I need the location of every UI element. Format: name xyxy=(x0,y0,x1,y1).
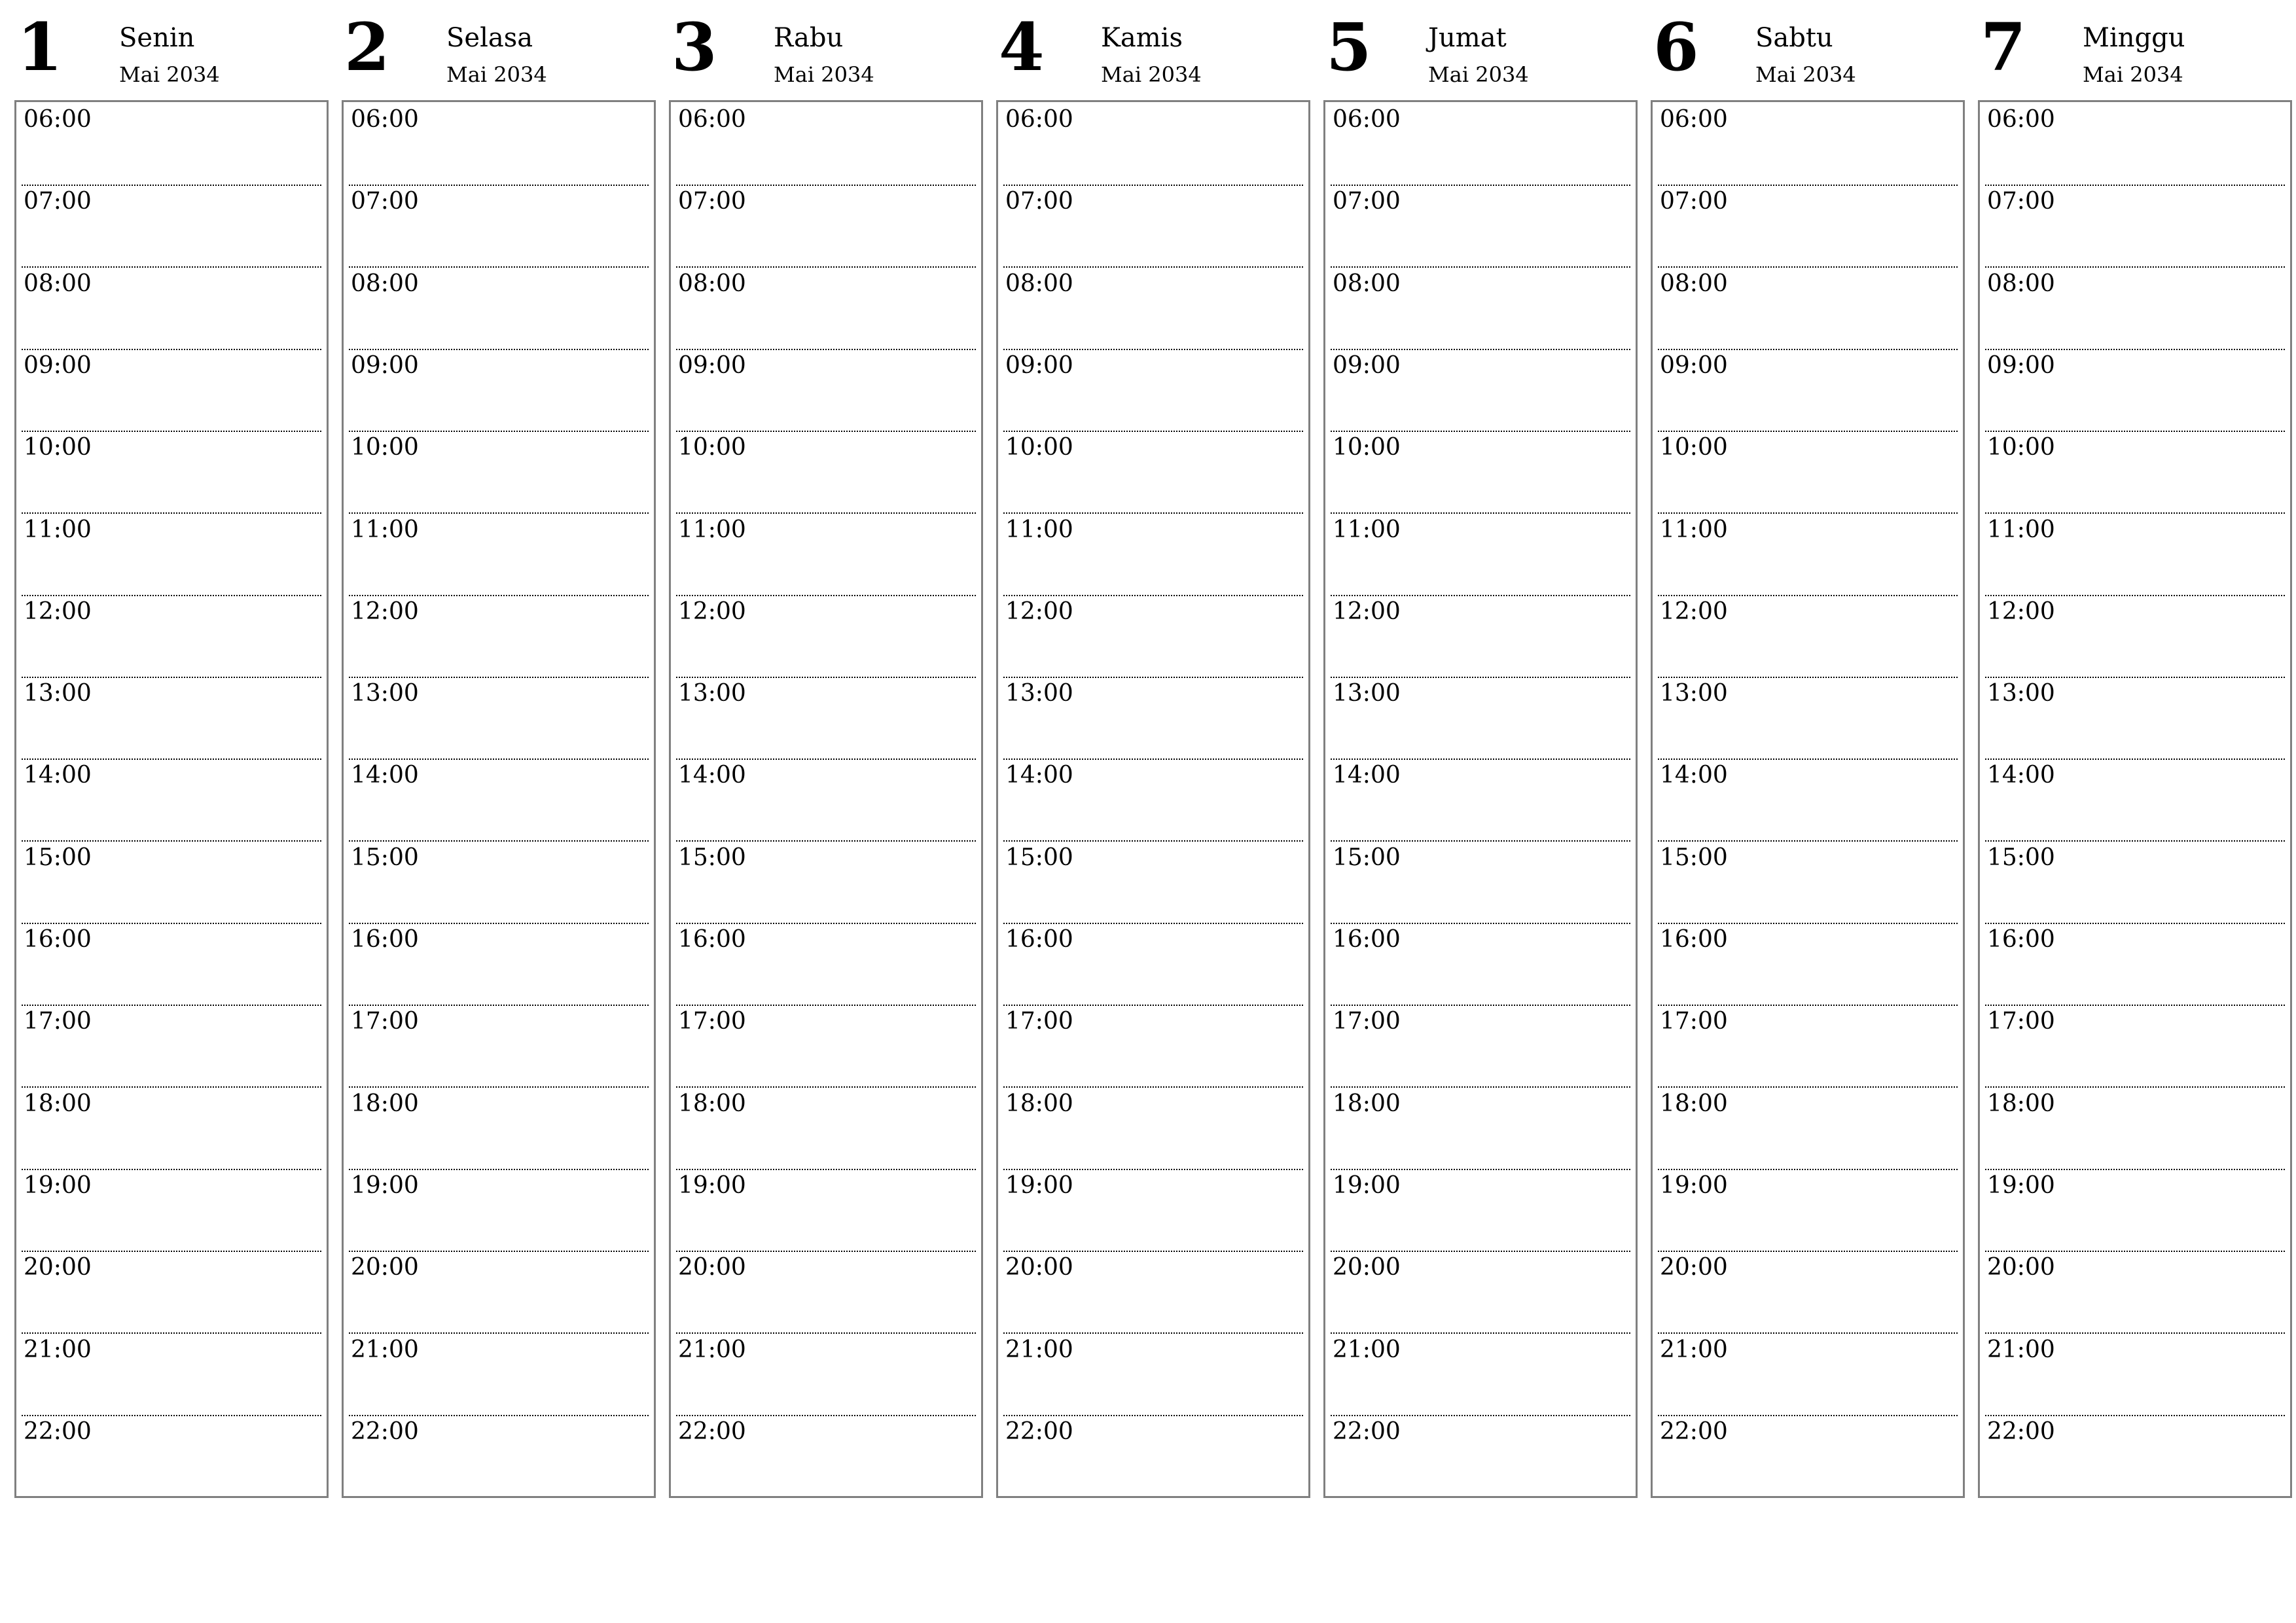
time-slot[interactable] xyxy=(22,186,321,268)
time-label: 12:00 xyxy=(1660,597,1728,625)
day-column xyxy=(669,0,982,1499)
time-label: 19:00 xyxy=(351,1171,419,1199)
time-label: 15:00 xyxy=(351,844,419,871)
time-slot[interactable] xyxy=(349,760,649,842)
time-label: 22:00 xyxy=(351,1418,419,1445)
time-label: 10:00 xyxy=(1005,434,1073,461)
time-slot[interactable] xyxy=(676,678,976,760)
time-label: 18:00 xyxy=(1987,1090,2055,1117)
time-label: 16:00 xyxy=(1660,926,1728,953)
time-label: 07:00 xyxy=(1005,188,1073,215)
time-label: 08:00 xyxy=(351,270,419,297)
time-slot[interactable] xyxy=(1331,432,1630,514)
day-column xyxy=(342,0,655,1499)
time-slot[interactable] xyxy=(22,1252,321,1334)
time-label: 19:00 xyxy=(1987,1171,2055,1199)
day-schedule-box[interactable] xyxy=(14,100,329,1498)
time-label: 13:00 xyxy=(1005,680,1073,707)
time-label: 11:00 xyxy=(678,516,746,543)
time-slot[interactable] xyxy=(1658,1088,1958,1170)
time-slot[interactable] xyxy=(1985,268,2285,350)
time-label: 07:00 xyxy=(351,188,419,215)
time-label: 16:00 xyxy=(1005,926,1073,953)
time-label: 06:00 xyxy=(1005,106,1073,133)
time-label: 20:00 xyxy=(351,1254,419,1281)
time-label: 15:00 xyxy=(1333,844,1401,871)
time-slot[interactable] xyxy=(1003,1006,1303,1088)
time-slot[interactable] xyxy=(676,1088,976,1170)
time-label: 11:00 xyxy=(24,516,92,543)
time-slot[interactable] xyxy=(1658,432,1958,514)
day-name: Rabu xyxy=(774,23,844,53)
time-slot[interactable] xyxy=(1331,268,1630,350)
time-slot[interactable] xyxy=(1985,104,2285,186)
time-slot[interactable] xyxy=(1985,1088,2285,1170)
time-slot[interactable] xyxy=(1331,1252,1630,1334)
time-slot[interactable] xyxy=(349,104,649,186)
time-label: 08:00 xyxy=(1005,270,1073,297)
time-slot[interactable] xyxy=(1331,514,1630,596)
time-label: 08:00 xyxy=(24,270,92,297)
day-name: Jumat xyxy=(1428,23,1507,53)
time-label: 11:00 xyxy=(1987,516,2055,543)
time-label: 09:00 xyxy=(24,351,92,379)
time-label: 09:00 xyxy=(1333,351,1401,379)
time-label: 20:00 xyxy=(1333,1254,1401,1281)
time-slot[interactable] xyxy=(1003,350,1303,432)
time-slot[interactable] xyxy=(1658,760,1958,842)
time-slot[interactable] xyxy=(22,924,321,1006)
time-label: 21:00 xyxy=(1005,1336,1073,1363)
time-label: 06:00 xyxy=(351,106,419,133)
day-column xyxy=(14,0,327,1499)
time-label: 21:00 xyxy=(1660,1336,1728,1363)
time-slot[interactable] xyxy=(22,1170,321,1252)
day-number: 4 xyxy=(999,9,1045,86)
time-label: 08:00 xyxy=(1660,270,1728,297)
time-slot[interactable] xyxy=(349,1006,649,1088)
time-label: 12:00 xyxy=(351,597,419,625)
time-slot[interactable] xyxy=(349,350,649,432)
time-label: 16:00 xyxy=(24,926,92,953)
time-label: 22:00 xyxy=(678,1418,746,1445)
time-label: 16:00 xyxy=(678,926,746,953)
time-label: 16:00 xyxy=(351,926,419,953)
time-slot[interactable] xyxy=(1985,1416,2285,1498)
time-label: 10:00 xyxy=(351,434,419,461)
day-header xyxy=(669,0,982,98)
time-slot[interactable] xyxy=(349,432,649,514)
time-label: 18:00 xyxy=(24,1090,92,1117)
day-number: 6 xyxy=(1653,9,1699,86)
time-label: 13:00 xyxy=(1987,680,2055,707)
time-label: 22:00 xyxy=(1660,1418,1728,1445)
time-label: 08:00 xyxy=(1333,270,1401,297)
time-label: 14:00 xyxy=(24,762,92,789)
time-slot[interactable] xyxy=(1658,104,1958,186)
time-slot[interactable] xyxy=(22,596,321,678)
time-label: 07:00 xyxy=(24,188,92,215)
time-label: 21:00 xyxy=(678,1336,746,1363)
time-label: 18:00 xyxy=(351,1090,419,1117)
time-slot[interactable] xyxy=(22,760,321,842)
time-slot[interactable] xyxy=(349,268,649,350)
day-schedule-box[interactable] xyxy=(669,100,983,1498)
day-schedule-box[interactable] xyxy=(1978,100,2292,1498)
day-month-year: Mai 2034 xyxy=(1755,62,1856,87)
time-label: 11:00 xyxy=(1333,516,1401,543)
time-slot[interactable] xyxy=(1003,104,1303,186)
time-slot[interactable] xyxy=(1003,1416,1303,1498)
time-label: 20:00 xyxy=(24,1254,92,1281)
time-slot[interactable] xyxy=(1985,596,2285,678)
day-header xyxy=(1978,0,2291,98)
time-slot[interactable] xyxy=(676,924,976,1006)
time-slot[interactable] xyxy=(1003,1252,1303,1334)
time-slot[interactable] xyxy=(1658,596,1958,678)
time-slot[interactable] xyxy=(1003,760,1303,842)
time-slot[interactable] xyxy=(349,1252,649,1334)
time-label: 19:00 xyxy=(1005,1171,1073,1199)
time-label: 08:00 xyxy=(678,270,746,297)
time-label: 11:00 xyxy=(1660,516,1728,543)
time-slot[interactable] xyxy=(22,1088,321,1170)
time-slot[interactable] xyxy=(1003,1334,1303,1416)
time-slot[interactable] xyxy=(1003,842,1303,924)
time-slot[interactable] xyxy=(22,104,321,186)
day-number: 7 xyxy=(1981,9,2026,86)
time-slot[interactable] xyxy=(22,1006,321,1088)
time-label: 06:00 xyxy=(1660,106,1728,133)
time-label: 09:00 xyxy=(351,351,419,379)
time-label: 17:00 xyxy=(24,1008,92,1035)
time-slot[interactable] xyxy=(349,1416,649,1498)
day-header xyxy=(1323,0,1636,98)
time-label: 11:00 xyxy=(351,516,419,543)
day-month-year: Mai 2034 xyxy=(2083,62,2183,87)
time-label: 17:00 xyxy=(1005,1008,1073,1035)
time-label: 15:00 xyxy=(24,844,92,871)
time-label: 13:00 xyxy=(678,680,746,707)
time-slot[interactable] xyxy=(1658,186,1958,268)
time-label: 17:00 xyxy=(1333,1008,1401,1035)
time-label: 09:00 xyxy=(1005,351,1073,379)
time-slot[interactable] xyxy=(1658,350,1958,432)
day-name: Selasa xyxy=(446,23,533,53)
time-label: 15:00 xyxy=(678,844,746,871)
time-slot[interactable] xyxy=(1331,1170,1630,1252)
time-label: 18:00 xyxy=(1005,1090,1073,1117)
day-name: Sabtu xyxy=(1755,23,1833,53)
time-slot[interactable] xyxy=(1331,1006,1630,1088)
time-label: 12:00 xyxy=(1987,597,2055,625)
time-label: 13:00 xyxy=(1660,680,1728,707)
day-number: 2 xyxy=(344,9,390,86)
time-slot[interactable] xyxy=(1003,432,1303,514)
time-slot[interactable] xyxy=(22,1334,321,1416)
day-number: 3 xyxy=(672,9,717,86)
time-slot[interactable] xyxy=(1658,1252,1958,1334)
time-slot[interactable] xyxy=(1658,514,1958,596)
time-slot[interactable] xyxy=(1985,350,2285,432)
time-slot[interactable] xyxy=(1985,514,2285,596)
time-label: 09:00 xyxy=(1660,351,1728,379)
time-label: 21:00 xyxy=(24,1336,92,1363)
day-header xyxy=(1651,0,1964,98)
time-slot[interactable] xyxy=(1985,842,2285,924)
time-label: 20:00 xyxy=(1987,1254,2055,1281)
day-column xyxy=(996,0,1309,1499)
time-label: 07:00 xyxy=(678,188,746,215)
time-slot[interactable] xyxy=(1331,350,1630,432)
time-slot[interactable] xyxy=(676,842,976,924)
time-slot[interactable] xyxy=(1985,1252,2285,1334)
time-label: 21:00 xyxy=(351,1336,419,1363)
time-slot[interactable] xyxy=(22,350,321,432)
day-header xyxy=(996,0,1309,98)
time-slot[interactable] xyxy=(1331,760,1630,842)
day-column xyxy=(1651,0,1964,1499)
time-label: 17:00 xyxy=(1987,1008,2055,1035)
day-number: 5 xyxy=(1326,9,1372,86)
time-slot[interactable] xyxy=(22,514,321,596)
time-slot[interactable] xyxy=(1003,924,1303,1006)
time-slot[interactable] xyxy=(1985,924,2285,1006)
time-label: 17:00 xyxy=(1660,1008,1728,1035)
time-label: 10:00 xyxy=(1987,434,2055,461)
day-header xyxy=(342,0,655,98)
time-slot[interactable] xyxy=(1985,186,2285,268)
time-label: 17:00 xyxy=(678,1008,746,1035)
time-label: 21:00 xyxy=(1333,1336,1401,1363)
time-label: 06:00 xyxy=(24,106,92,133)
time-slot[interactable] xyxy=(676,1334,976,1416)
time-label: 19:00 xyxy=(678,1171,746,1199)
time-label: 17:00 xyxy=(351,1008,419,1035)
time-slot[interactable] xyxy=(1331,924,1630,1006)
time-slot[interactable] xyxy=(1331,678,1630,760)
time-label: 15:00 xyxy=(1987,844,2055,871)
time-label: 10:00 xyxy=(1660,434,1728,461)
time-slot[interactable] xyxy=(1003,596,1303,678)
time-label: 14:00 xyxy=(1660,762,1728,789)
time-slot[interactable] xyxy=(22,678,321,760)
time-slot[interactable] xyxy=(1658,842,1958,924)
time-slot[interactable] xyxy=(349,1088,649,1170)
time-label: 10:00 xyxy=(24,434,92,461)
time-slot[interactable] xyxy=(22,1416,321,1498)
time-slot[interactable] xyxy=(22,432,321,514)
time-slot[interactable] xyxy=(1985,1170,2285,1252)
time-label: 20:00 xyxy=(678,1254,746,1281)
time-slot[interactable] xyxy=(1331,842,1630,924)
time-slot[interactable] xyxy=(349,514,649,596)
time-label: 18:00 xyxy=(1660,1090,1728,1117)
time-slot[interactable] xyxy=(676,514,976,596)
time-slot[interactable] xyxy=(1003,514,1303,596)
time-slot[interactable] xyxy=(349,1170,649,1252)
day-column xyxy=(1323,0,1636,1499)
time-slot[interactable] xyxy=(1658,678,1958,760)
time-label: 13:00 xyxy=(351,680,419,707)
time-label: 12:00 xyxy=(24,597,92,625)
time-label: 10:00 xyxy=(678,434,746,461)
time-label: 06:00 xyxy=(1333,106,1401,133)
time-label: 22:00 xyxy=(24,1418,92,1445)
time-slot[interactable] xyxy=(349,842,649,924)
time-label: 07:00 xyxy=(1987,188,2055,215)
time-label: 12:00 xyxy=(1005,597,1073,625)
time-slot[interactable] xyxy=(1985,678,2285,760)
time-slot[interactable] xyxy=(676,1416,976,1498)
time-slot[interactable] xyxy=(676,268,976,350)
time-slot[interactable] xyxy=(1658,1416,1958,1498)
time-slot[interactable] xyxy=(1331,1416,1630,1498)
time-label: 14:00 xyxy=(678,762,746,789)
time-slot[interactable] xyxy=(676,1252,976,1334)
time-label: 14:00 xyxy=(351,762,419,789)
time-slot[interactable] xyxy=(1985,432,2285,514)
day-schedule-box[interactable] xyxy=(342,100,656,1498)
time-label: 19:00 xyxy=(1333,1171,1401,1199)
time-label: 18:00 xyxy=(678,1090,746,1117)
time-slot[interactable] xyxy=(349,678,649,760)
day-schedule-box[interactable] xyxy=(1323,100,1638,1498)
time-label: 22:00 xyxy=(1005,1418,1073,1445)
time-label: 07:00 xyxy=(1660,188,1728,215)
time-label: 13:00 xyxy=(24,680,92,707)
time-slot[interactable] xyxy=(676,760,976,842)
time-label: 12:00 xyxy=(678,597,746,625)
time-slot[interactable] xyxy=(1985,1006,2285,1088)
day-header xyxy=(14,0,327,98)
day-schedule-box[interactable] xyxy=(1651,100,1965,1498)
day-name: Kamis xyxy=(1101,23,1183,53)
time-slot[interactable] xyxy=(1003,1170,1303,1252)
time-label: 20:00 xyxy=(1005,1254,1073,1281)
time-slot[interactable] xyxy=(1985,1334,2285,1416)
time-slot[interactable] xyxy=(1658,268,1958,350)
time-slot[interactable] xyxy=(1003,186,1303,268)
time-slot[interactable] xyxy=(676,350,976,432)
time-label: 22:00 xyxy=(1333,1418,1401,1445)
time-label: 14:00 xyxy=(1005,762,1073,789)
time-slot[interactable] xyxy=(349,1334,649,1416)
time-slot[interactable] xyxy=(22,842,321,924)
time-label: 15:00 xyxy=(1005,844,1073,871)
day-month-year: Mai 2034 xyxy=(774,62,874,87)
time-label: 14:00 xyxy=(1333,762,1401,789)
time-label: 09:00 xyxy=(678,351,746,379)
time-label: 16:00 xyxy=(1333,926,1401,953)
time-slot[interactable] xyxy=(349,924,649,1006)
time-label: 14:00 xyxy=(1987,762,2055,789)
day-name: Minggu xyxy=(2083,23,2185,53)
time-label: 20:00 xyxy=(1660,1254,1728,1281)
time-slot[interactable] xyxy=(1658,1170,1958,1252)
day-column xyxy=(1978,0,2291,1499)
time-slot[interactable] xyxy=(676,104,976,186)
time-slot[interactable] xyxy=(1003,678,1303,760)
time-slot[interactable] xyxy=(1331,104,1630,186)
day-schedule-box[interactable] xyxy=(996,100,1310,1498)
time-slot[interactable] xyxy=(1985,760,2285,842)
day-month-year: Mai 2034 xyxy=(1428,62,1529,87)
time-slot[interactable] xyxy=(349,186,649,268)
time-label: 07:00 xyxy=(1333,188,1401,215)
time-label: 16:00 xyxy=(1987,926,2055,953)
time-slot[interactable] xyxy=(676,432,976,514)
time-label: 06:00 xyxy=(1987,106,2055,133)
day-month-year: Mai 2034 xyxy=(1101,62,1202,87)
time-label: 13:00 xyxy=(1333,680,1401,707)
time-slot[interactable] xyxy=(1003,1088,1303,1170)
time-label: 10:00 xyxy=(1333,434,1401,461)
time-label: 19:00 xyxy=(24,1171,92,1199)
time-label: 15:00 xyxy=(1660,844,1728,871)
time-slot[interactable] xyxy=(349,596,649,678)
time-slot[interactable] xyxy=(676,1006,976,1088)
day-month-year: Mai 2034 xyxy=(119,62,220,87)
time-slot[interactable] xyxy=(676,1170,976,1252)
time-label: 22:00 xyxy=(1987,1418,2055,1445)
time-label: 12:00 xyxy=(1333,597,1401,625)
time-slot[interactable] xyxy=(1658,924,1958,1006)
day-month-year: Mai 2034 xyxy=(446,62,547,87)
time-label: 11:00 xyxy=(1005,516,1073,543)
time-slot[interactable] xyxy=(676,596,976,678)
time-slot[interactable] xyxy=(1331,596,1630,678)
time-label: 09:00 xyxy=(1987,351,2055,379)
time-slot[interactable] xyxy=(1658,1006,1958,1088)
time-slot[interactable] xyxy=(1331,1088,1630,1170)
time-label: 06:00 xyxy=(678,106,746,133)
time-label: 18:00 xyxy=(1333,1090,1401,1117)
time-label: 19:00 xyxy=(1660,1171,1728,1199)
time-slot[interactable] xyxy=(1658,1334,1958,1416)
time-label: 08:00 xyxy=(1987,270,2055,297)
time-slot[interactable] xyxy=(676,186,976,268)
time-label: 21:00 xyxy=(1987,1336,2055,1363)
time-slot[interactable] xyxy=(1003,268,1303,350)
time-slot[interactable] xyxy=(22,268,321,350)
time-slot[interactable] xyxy=(1331,186,1630,268)
day-name: Senin xyxy=(119,23,195,53)
day-number: 1 xyxy=(17,9,63,86)
time-slot[interactable] xyxy=(1331,1334,1630,1416)
